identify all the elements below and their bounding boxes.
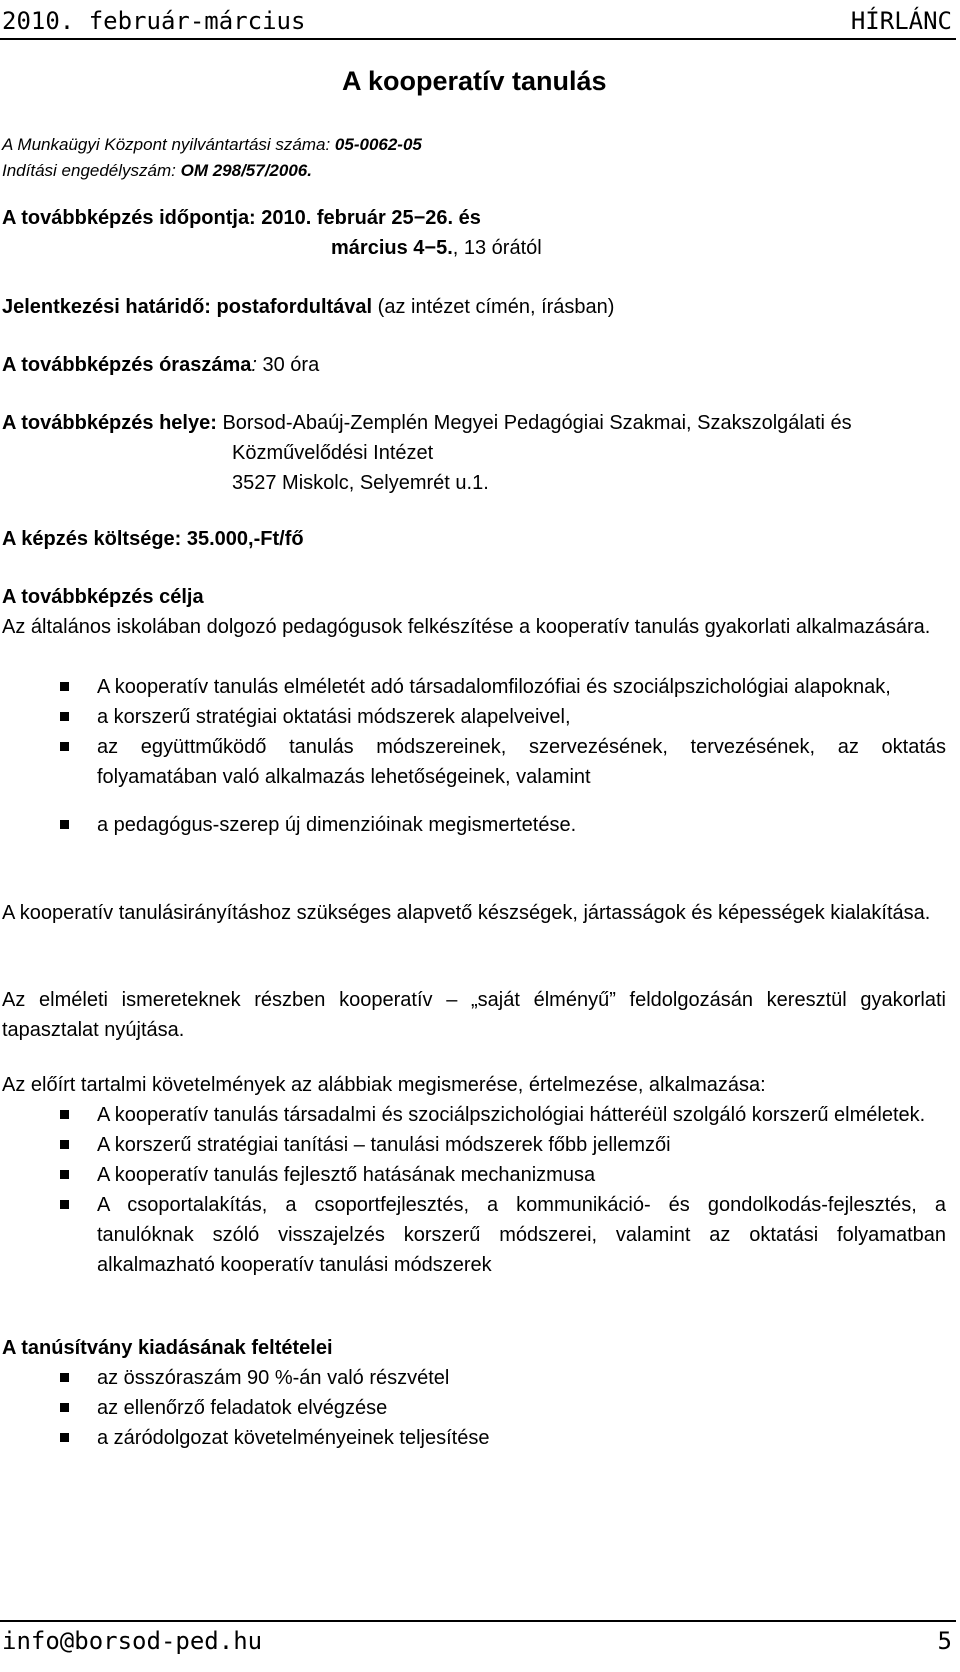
permit-number: OM 298/57/2006. (180, 161, 312, 180)
page-title: A kooperatív tanulás (342, 66, 607, 96)
venue-address: 3527 Miskolc, Selyemrét u.1. (232, 472, 489, 494)
page-number: 5 (937, 1627, 952, 1655)
registration-number: 05-0062-05 (334, 135, 422, 154)
bullet-square-icon (60, 1403, 69, 1412)
list-item: a korszerű stratégiai oktatási módszerek alapelveivel, (0, 702, 946, 732)
bullet-square-icon (60, 1433, 69, 1442)
header-date: 2010. február-március (2, 7, 306, 35)
bullet-square-icon (60, 1373, 69, 1382)
dates-start-time: , 13 órától (452, 237, 542, 259)
list-item: A kooperatív tanulás társadalmi és szociálpszichológiai hátteréül szolgáló korszerű elméletek. (0, 1100, 946, 1130)
cost-line: A képzés költsége: 35.000,-Ft/fő (2, 528, 304, 550)
registration-label: A Munkaügyi Központ nyilvántartási száma: (2, 135, 335, 154)
certificate-list (0, 1363, 946, 1453)
experience-paragraph: Az elméleti ismereteknek részben kooperatív – „saját élményű” feldolgozásán keresztül gyakorlati tapasztalat nyújtása. (2, 989, 946, 1041)
list-item: az együttműködő tanulás módszereinek, szervezésének, tervezésének, az oktatás folyamatában való alkalmazás lehetőségeinek, valamint (0, 732, 946, 792)
list-item: A kooperatív tanulás fejlesztő hatásának mechanizmusa (0, 1160, 946, 1190)
venue-line-1 (2, 408, 852, 438)
bullet-square-icon (60, 1110, 69, 1119)
skills-paragraph: A kooperatív tanulásirányításhoz szükséges alapvető készségek, jártasságok és képességek kialakítása. (2, 902, 931, 924)
list-item: A korszerű stratégiai tanítási – tanulási módszerek főbb jellemzői (0, 1130, 946, 1160)
hours-label: A továbbképzés óraszáma (2, 354, 252, 376)
hours-line (2, 350, 319, 380)
page-header (2, 4, 952, 38)
deadline-line (2, 292, 614, 322)
header-divider (0, 38, 956, 40)
bullet-square-icon (60, 1140, 69, 1149)
header-publication: HÍRLÁNC (850, 7, 952, 35)
dates-second-date: március 4−5. (331, 237, 453, 259)
deadline-note: (az intézet címén, írásban) (372, 296, 615, 318)
venue-label: A továbbképzés helye: (2, 412, 217, 434)
goal-text: Az általános iskolában dolgozó pedagógusok felkészítése a kooperatív tanulás gyakorlati alkalmazására. (2, 616, 931, 638)
footer-email: info@borsod-ped.hu (2, 1627, 263, 1655)
bullet-square-icon (60, 820, 69, 829)
hours-value: 30 óra (256, 354, 320, 376)
requirements-list (0, 1100, 946, 1280)
registration-line-2 (2, 158, 422, 184)
page-footer (2, 1624, 952, 1658)
bullet-square-icon (60, 682, 69, 691)
bullet-square-icon (60, 712, 69, 721)
bullet-square-icon (60, 742, 69, 751)
list-item: A csoportalakítás, a csoportfejlesztés, a kommunikáció- és gondolkodás-fejlesztés, a tanulóknak szóló visszajelzés korszerű módszerei, valamint az oktatási folyamatban alkalmazható kooperatív tanulási módszerek (0, 1190, 946, 1280)
footer-divider (0, 1620, 956, 1622)
venue-institution: Borsod-Abaúj-Zemplén Megyei Pedagógiai Szakmai, Szakszolgálati és (216, 412, 852, 434)
hours-colon: : (251, 354, 257, 376)
dates-line-1: A továbbképzés időpontja: 2010. február 25−26. és (2, 207, 481, 229)
list-item: a záródolgozat követelményeinek teljesítése (0, 1423, 946, 1453)
deadline-label: Jelentkezési határidő: postafordultával (2, 296, 373, 318)
list-item: az ellenőrző feladatok elvégzése (0, 1393, 946, 1423)
registration-line-1 (2, 132, 422, 158)
requirements-intro: Az előírt tartalmi követelmények az alábbiak megismerése, értelmezése, alkalmazása: (2, 1074, 766, 1096)
list-item: az összóraszám 90 %-án való részvétel (0, 1363, 946, 1393)
permit-label: Indítási engedélyszám: (2, 161, 181, 180)
list-item: A kooperatív tanulás elméletét adó társadalomfilozófiai és szociálpszichológiai alapoknak, (0, 672, 946, 702)
bullet-square-icon (60, 1200, 69, 1209)
dates-line-2 (331, 233, 542, 263)
registration-info (2, 132, 422, 184)
bullet-square-icon (60, 1170, 69, 1179)
goal-list (0, 672, 946, 840)
certificate-heading: A tanúsítvány kiadásának feltételei (2, 1337, 333, 1359)
goal-heading: A továbbképzés célja (2, 586, 204, 608)
venue-line-2: Közművelődési Intézet (232, 442, 434, 464)
list-item: a pedagógus-szerep új dimenzióinak megismertetése. (0, 810, 946, 840)
